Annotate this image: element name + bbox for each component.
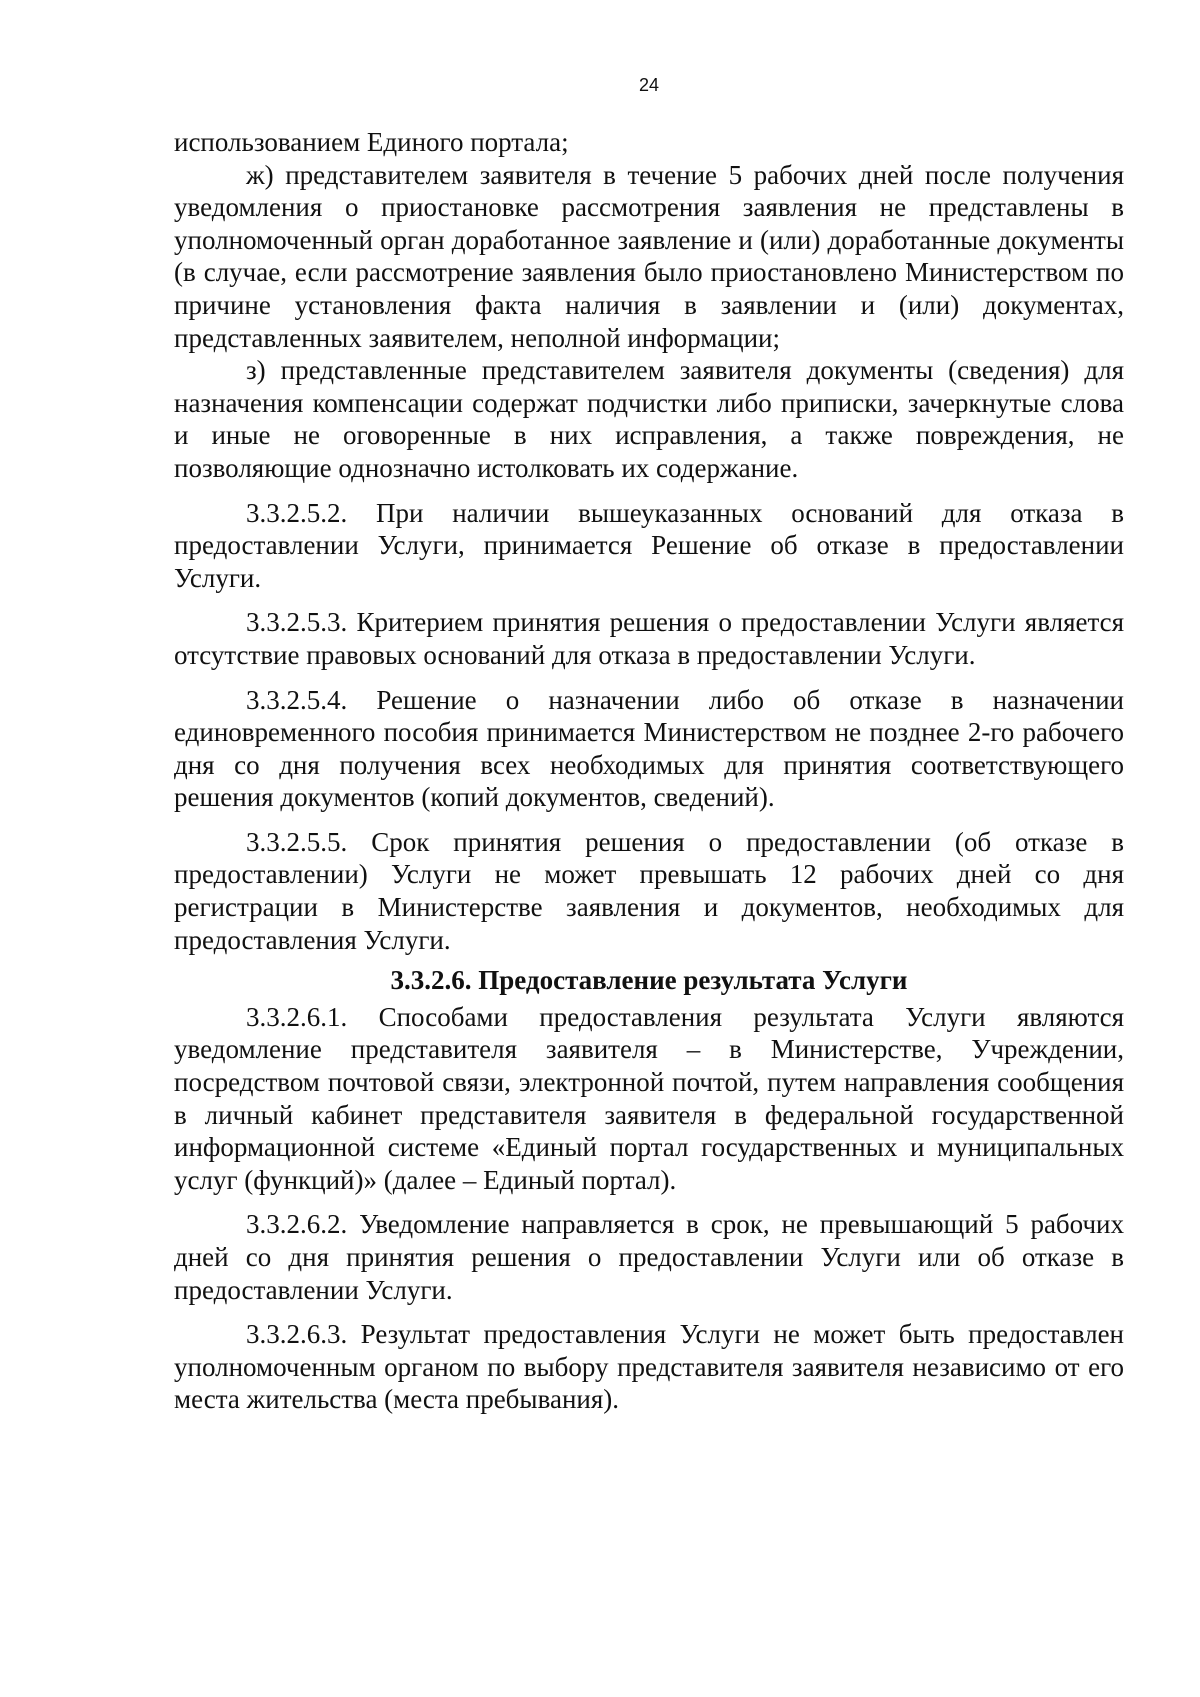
paragraph-3-3-2-5-2: 3.3.2.5.2. При наличии вышеуказанных оснований для отказа в предоставлении Услуги, принимается Решение об отказе в предоставлении Услуги.: [174, 497, 1124, 593]
document-body: [174, 126, 1124, 1416]
paragraph-3-3-2-5-5: 3.3.2.5.5. Срок принятия решения о предоставлении (об отказе в предоставлении) Услуги не может превышать 12 рабочих дней со дня регистрации в Министерстве заявления и документов, необходимых для предоставления Услуги.: [174, 826, 1124, 955]
paragraph-3-3-2-5-3: 3.3.2.5.3. Критерием принятия решения о предоставлении Услуги является отсутствие правовых оснований для отказа в предоставлении Услуги.: [174, 607, 1124, 670]
paragraph-3-3-2-5-4: 3.3.2.5.4. Решение о назначении либо об отказе в назначении единовременного пособия принимается Министерством не позднее 2-го рабочего дня со дня получения всех необходимых для принятия соответствующего решения документов (копий документов, сведений).: [174, 684, 1124, 813]
paragraph-3-3-2-6-1: 3.3.2.6.1. Способами предоставления результата Услуги являются уведомление представителя заявителя – в Министерстве, Учреждении, посредством почтовой связи, электронной почтой, путем направления сообщения в личный кабинет представителя заявителя в федеральной государственной информационной системе «Единый портал государственных и муниципальных услуг (функций)» (далее – Единый портал).: [174, 1001, 1124, 1195]
section-heading-3-3-2-6: 3.3.2.6. Предоставление результата Услуги: [390, 965, 908, 996]
paragraph-item-z: з) представленные представителем заявителя документы (сведения) для назначения компенсации содержат подчистки либо приписки, зачеркнутые слова и иные не оговоренные в них исправления, а также повреждения, не позволяющие однозначно истолковать их содержание.: [174, 355, 1124, 483]
page-number: 24: [638, 75, 660, 95]
paragraph-3-3-2-6-3: 3.3.2.6.3. Результат предоставления Услуги не может быть предоставлен уполномоченным органом по выбору представителя заявителя независимо от его места жительства (места пребывания).: [174, 1319, 1124, 1415]
paragraph-3-3-2-6-2: 3.3.2.6.2. Уведомление направляется в срок, не превышающий 5 рабочих дней со дня принятия решения о предоставлении Услуги или об отказе в предоставлении Услуги.: [174, 1209, 1124, 1305]
paragraph-item-zh: ж) представителем заявителя в течение 5 рабочих дней после получения уведомления о приостановке рассмотрения заявления не представлены в уполномоченный орган доработанное заявление и (или) доработанные документы (в случае, если рассмотрение заявления было приостановлено Министерством по причине установления факта наличия в заявлении и (или) документах, представленных заявителем, неполной информации;: [174, 159, 1124, 353]
paragraph-continuation: использованием Единого портала;: [174, 127, 569, 157]
